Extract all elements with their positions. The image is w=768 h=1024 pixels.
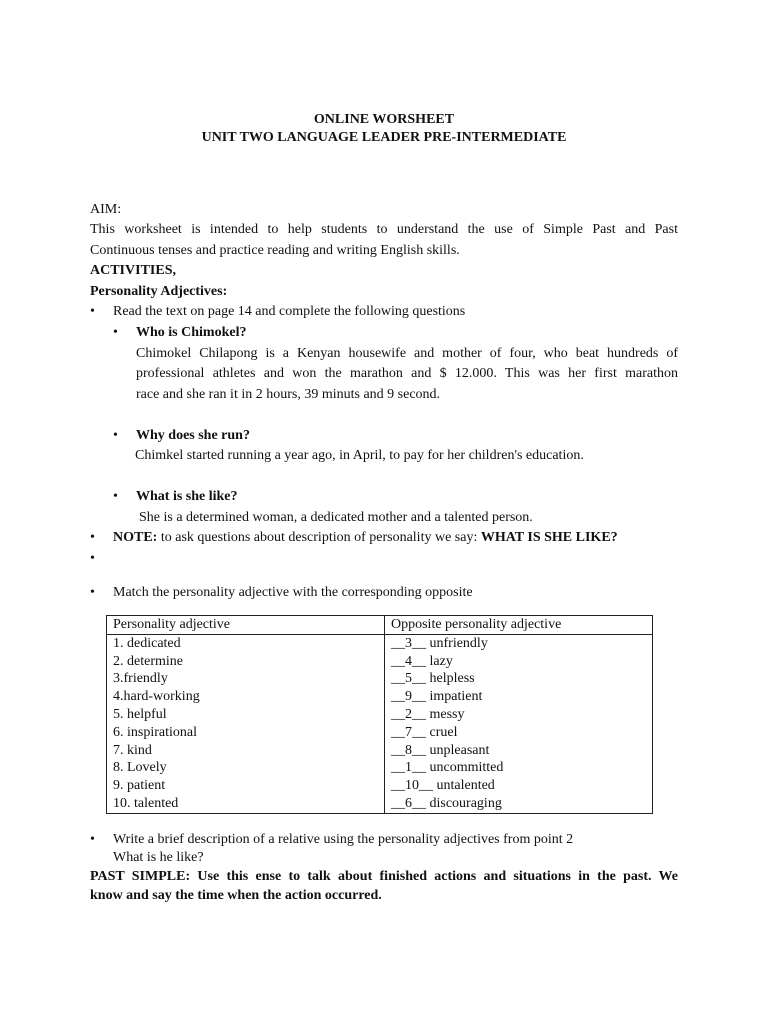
note-text: to ask questions about description of personality we say: bbox=[157, 530, 481, 545]
table-row bbox=[107, 670, 653, 688]
table-cell: __1__ uncommitted bbox=[385, 759, 653, 777]
bullet-icon: • bbox=[90, 304, 95, 319]
bullet-icon: • bbox=[113, 428, 118, 443]
column-header: Personality adjective bbox=[107, 616, 385, 635]
table-row bbox=[107, 759, 653, 777]
answer-line: Chimokel Chilapong is a Kenyan housewife and mother of four, who beat hundreds of bbox=[136, 346, 678, 361]
worksheet-subtitle: UNIT TWO LANGUAGE LEADER PRE-INTERMEDIATE bbox=[201, 130, 567, 145]
bullet-icon: • bbox=[90, 832, 95, 847]
table-row bbox=[107, 742, 653, 760]
personality-adjectives-heading: Personality Adjectives: bbox=[90, 284, 228, 299]
table-cell: 7. kind bbox=[107, 742, 385, 760]
table-row bbox=[107, 724, 653, 742]
table-cell: 8. Lovely bbox=[107, 759, 385, 777]
table-cell: __4__ lazy bbox=[385, 653, 653, 671]
note-emphasis: WHAT IS SHE LIKE? bbox=[480, 530, 618, 545]
table-cell: __8__ unpleasant bbox=[385, 742, 653, 760]
worksheet-title: ONLINE WORSHEET bbox=[313, 112, 455, 127]
table-cell: __3__ unfriendly bbox=[385, 634, 653, 652]
table-cell: __2__ messy bbox=[385, 706, 653, 724]
table-row bbox=[107, 795, 653, 813]
adjective-matching-table bbox=[106, 615, 653, 814]
table-cell: 10. talented bbox=[107, 795, 385, 813]
table-cell: __9__ impatient bbox=[385, 688, 653, 706]
table-cell: __6__ discouraging bbox=[385, 795, 653, 813]
aim-text-line2: Continuous tenses and practice reading and writing English skills. bbox=[90, 243, 460, 258]
past-simple-line1: PAST SIMPLE: Use this ense to talk about finished actions and situations in the past. We bbox=[90, 869, 678, 884]
note-line bbox=[113, 528, 701, 548]
match-instruction: Match the personality adjective with the corresponding opposite bbox=[113, 585, 473, 600]
table-cell: 4.hard-working bbox=[107, 688, 385, 706]
table-cell: 5. helpful bbox=[107, 706, 385, 724]
answer-line: She is a determined woman, a dedicated mother and a talented person. bbox=[139, 510, 533, 525]
column-header: Opposite personality adjective bbox=[385, 616, 653, 635]
aim-label: AIM: bbox=[90, 202, 122, 217]
table-row bbox=[107, 777, 653, 795]
table-cell: __10__ untalented bbox=[385, 777, 653, 795]
note-label: NOTE: bbox=[113, 530, 158, 545]
writing-question: What is he like? bbox=[113, 850, 204, 865]
question-what-is-she-like: What is she like? bbox=[136, 489, 238, 504]
table-cell: 3.friendly bbox=[107, 670, 385, 688]
table-cell: __7__ cruel bbox=[385, 724, 653, 742]
table-row bbox=[107, 634, 653, 652]
bullet-icon: • bbox=[90, 530, 95, 545]
table-header-row bbox=[107, 616, 653, 635]
activities-heading: ACTIVITIES, bbox=[90, 263, 176, 278]
table-row bbox=[107, 688, 653, 706]
answer-line: race and she ran it in 2 hours, 39 minuts and 9 second. bbox=[136, 387, 441, 402]
bullet-icon: • bbox=[90, 551, 95, 566]
question-who-is-chimokel: Who is Chimokel? bbox=[136, 325, 247, 340]
reading-instruction: Read the text on page 14 and complete the following questions bbox=[113, 304, 466, 319]
writing-instruction: Write a brief description of a relative using the personality adjectives from point 2 bbox=[113, 832, 574, 847]
answer-line: professional athletes and won the marathon and $ 12.000. This was her first marathon bbox=[136, 366, 678, 381]
table-cell: 1. dedicated bbox=[107, 634, 385, 652]
past-simple-line2: know and say the time when the action occurred. bbox=[90, 888, 382, 903]
bullet-icon: • bbox=[113, 325, 118, 340]
table-cell: 2. determine bbox=[107, 653, 385, 671]
table-cell: __5__ helpless bbox=[385, 670, 653, 688]
question-why-does-she-run: Why does she run? bbox=[136, 428, 250, 443]
table-row bbox=[107, 706, 653, 724]
bullet-icon: • bbox=[113, 489, 118, 504]
bullet-icon: • bbox=[90, 585, 95, 600]
table-cell: 9. patient bbox=[107, 777, 385, 795]
aim-text-line1: This worksheet is intended to help students to understand the use of Simple Past and Past bbox=[90, 222, 678, 237]
table-row bbox=[107, 653, 653, 671]
table-cell: 6. inspirational bbox=[107, 724, 385, 742]
answer-line: Chimkel started running a year ago, in April, to pay for her children's education. bbox=[135, 448, 584, 463]
